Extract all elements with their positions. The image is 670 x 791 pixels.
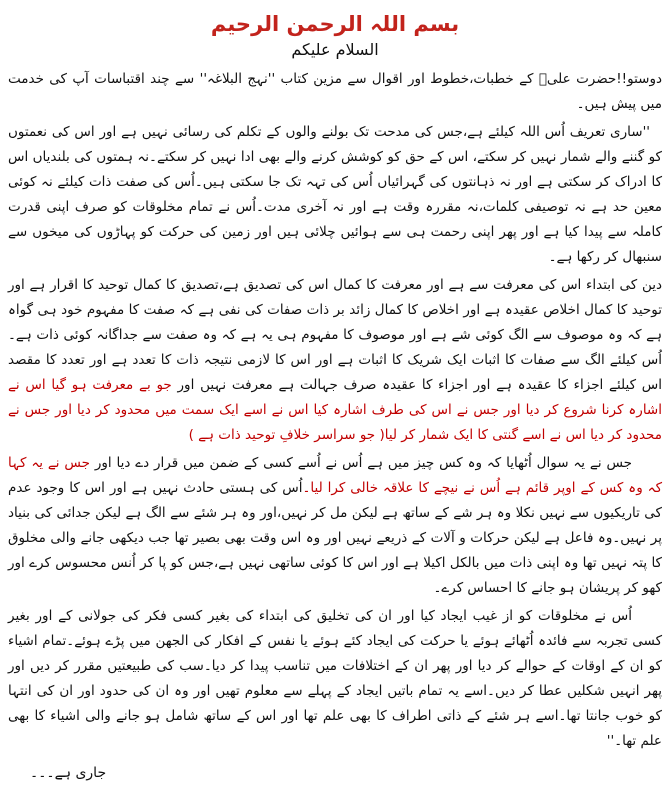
text-run: دوستو!!حضرت علیؑ کے خطبات،خطوط اور اقوال سے مزین کتاب ''نہج البلاغہ'' سے چند اقتباسات آپ کی خدمت میں پیش ہیں۔	[8, 71, 662, 112]
text-run: اُس کی ہستی حادث نہیں ہے اور اس کا وجود عدم کی تاریکیوں سے نہیں نکلا وہ ہر شے کے ساتھ ہے لیکن مل کر نہیں،اور وہ ہر شئے سے الگ ہے لیکن جدائی کی بنیاد پر نہیں۔وہ فاعل ہے لیکن حرکات و آلات کے ذریعے نہیں اور وہ اس وقت بھی بصیر تھا جب دیکھی جانے والی مخلوق کا پتہ نہیں تھا وہ اپنی ذات میں بالکل اکیلا ہے اور اس کا کوئی ساتھی نہیں ہے،جس کو پا کر اُنس محسوس کرے اور کھو کر پریشان ہو جانے کا احساس کرے۔	[8, 480, 662, 596]
highlighted-text-run: جس نے یہ کہا کہ وہ کس کے اوپر قائم ہے اُس نے نیچے کا علاقہ خالی کرا لیا۔	[8, 455, 663, 496]
bismillah-title: بسم اللہ الرحمن الرحیم	[210, 12, 460, 36]
text-run: دین کی ابتداء اس کی معرفت سے ہے اور معرفت کا کمال اس کی تصدیق ہے،تصدیق کا کمال توحید کا اقرار ہے اور توحید کا کمال اخلاص عقیدہ ہے اور اخلاص کا کمال زائد بر ذات صفات کی نفی ہے کہ صفت کا مفہوم خود ہی گواہ ہے کہ وہ موصوف سے الگ کوئی شے ہے اور موصوف کا مفہوم ہی یہ ہے کہ وہ صفت سے جداگانہ کوئی ذات ہے۔اُس کیلئے الگ سے صفات کا اثبات ایک شریک کا اثبات ہے اور اس کا لازمی نتیجہ ذات کا تعدد ہے اور تعدد کا مقصد اس کیلئے اجزاء کا عقیدہ ہے اور اجزاء کا عقیدہ صرف جہالت ہے معرفت نہیں اور	[8, 277, 662, 393]
text-run: اُس نے مخلوقات کو از غیب ایجاد کیا اور ان کی تخلیق کی ابتداء کی بغیر کسی فکر کی جولانی کے اور بغیر کسی تجربہ سے فائدہ اُٹھائے ہوئے یا حرکت کی ایجاد کئے ہوئے یا نفس کے افکار کی الجھن میں پڑے ہوئے۔تمام اشیاء کو ان کے اوقات کے حوالے کر دیا اور پھر ان کے اختلافات میں تناسب پیدا کر دیا۔سب کی طبیعتیں مقرر کر دیں اور پھر انہیں شکلیں عطا کر دیں۔اسے یہ تمام باتیں ایجاد کے پہلے سے معلوم تھیں اور وہ ان کی حدود اور ان کی انتہا کو خوب جانتا تھا۔اسے ہر شئے کے ذاتی اطراف کا بھی علم تھا اور اس کے ساتھ شامل ہو جانے والی اشیاء کا بھی علم تھا۔''	[8, 608, 662, 749]
paragraph-intro	[8, 67, 662, 117]
paragraph-takhleeq	[8, 604, 662, 754]
salutation-text: السلام علیکم	[291, 40, 379, 59]
paragraph-sawal	[8, 451, 662, 601]
paragraph-hamd	[8, 120, 662, 270]
highlighted-text-run: جو بے معرفت ہو گیا اس نے اشارہ کرنا شروع کر دیا اور جس نے اس کی طرف اشارہ کیا اس نے اسے ایک سمت میں محدود کر دیا اور جس نے محدود کر دیا اس نے اسے گنتی کا ایک شمار کر لیا( جو سراسر خلافِ توحید ذات ہے )	[8, 377, 662, 443]
text-run: جس نے یہ سوال اُٹھایا کہ وہ کس چیز میں ہے اُس نے اُسے کسی کے ضمن میں قرار دے دیا اور	[89, 455, 632, 471]
text-run: ''ساری تعریف اُس اللہ کیلئے ہے،جس کی مدحت تک بولنے والوں کے تکلم کی رسائی نہیں ہے اور اس کی نعمتوں کو گننے والے شمار نہیں کر سکتے، اس کے حق کو کوشش کرنے والے بھی ادا نہیں کر سکتے۔نہ ہمتوں کی بلندیاں اس کا ادراک کر سکتی ہے اور نہ ذہانتوں کی گہرائیاں اُس کی تہہ تک جا سکتی ہیں۔اُس کی صفت ذات کیلئے نہ کوئی معین حد ہے نہ توصیفی کلمات،نہ مقررہ وقت ہے اور نہ آخری مدت۔اُس نے تمام مخلوقات کو صرف اپنی قدرت کاملہ سے پیدا کیا ہے اور پھر اپنی رحمت ہی سے ہوائیں چلائی ہیں اور زمین کی حرکت کو پہاڑوں کی میخوں سے سنبھال کر رکھا ہے۔	[8, 124, 662, 265]
paragraph-marifat	[8, 273, 662, 448]
to-be-continued-text: جاری ہے۔۔۔	[30, 765, 107, 781]
